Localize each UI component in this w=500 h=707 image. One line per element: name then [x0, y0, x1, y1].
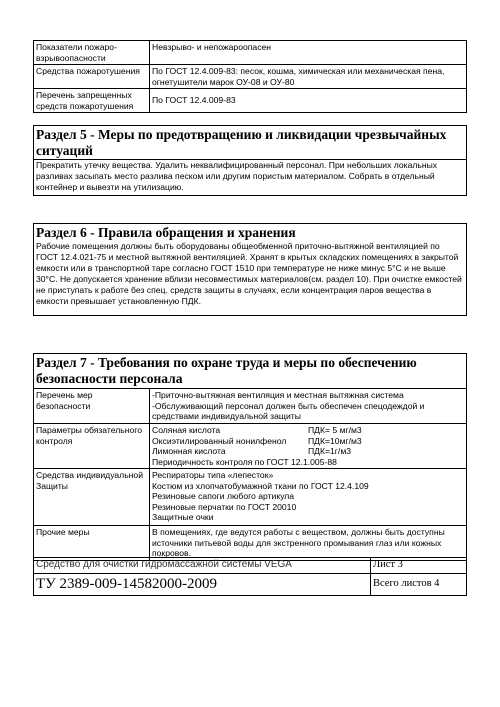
total-sheets: Всего листов 4: [371, 574, 467, 596]
substance-name: Лимонная кислота: [152, 446, 226, 456]
row-line: Костюм из хлопчатобумажной ткани по ГОСТ 12.4.109: [152, 480, 369, 491]
row-value: [150, 389, 467, 424]
control-item: [152, 446, 464, 457]
row-line: -Приточно-вытяжная вентиляция и местная вытяжная система: [152, 390, 404, 400]
row-value: [150, 526, 467, 561]
row-label: Перечень мер безопасности: [34, 389, 150, 424]
table-row: [34, 389, 467, 424]
section-7-header: [33, 353, 467, 389]
pdk-value: ПДК=10мг/м3: [308, 435, 362, 446]
sheet-number: Лист 3: [371, 558, 467, 574]
substance-name: Оксиэтилированный нонилфенол: [152, 435, 287, 446]
section-7-table: [33, 388, 467, 561]
footer-row: [34, 558, 467, 574]
row-line: Резиновые сапоги любого артикула: [152, 491, 295, 501]
tu-number: ТУ 2389-009-14582000-2009: [34, 574, 371, 596]
section-6-text: Рабочие помещения должны быть оборудованы общеобменной приточно-вытяжной вентиляцией по ГОСТ 12.4.021-75 и местной вытяжной вентиляцией. Хранят в крытых складских помещениях в закрытой емкости или в транспортной таре согласно ГОСТ 1510 при температуре не ниже минус 5°С и не выше 30°С. Не допускается хранение вблизи несовместимых материалов(см. раздел 10). При очистке емкостей не приступать к работе без спец. средств защиты в случаях, если концентрация паров вещества в емкости превышает установленную ПДК.: [36, 241, 462, 306]
section-5-title: Раздел 5 - Меры по предотвращению и ликвидации чрезвычайных ситуаций: [34, 126, 466, 160]
row-label: Прочие меры: [34, 526, 150, 561]
row-label: Параметры обязательного контроля: [34, 424, 150, 469]
section-5: [33, 125, 467, 196]
row-label: Средства пожаротушения: [34, 65, 150, 89]
row-line: В помещениях, где ведутся работы с веществом, должны быть доступны источники питьевой воды для экстренного промывания глаз или кожных покровов.: [152, 527, 445, 558]
row-label: Показатели пожаро-взрывоопасности: [34, 41, 150, 65]
section-6-title: Раздел 6 - Правила обращения и хранения: [36, 225, 296, 240]
row-line: Респираторы типа «лепесток»: [152, 470, 274, 480]
section-6: [33, 223, 467, 316]
row-value: Невзрыво- и непожароопасен: [150, 41, 467, 65]
row-line: Защитные очки: [152, 512, 214, 522]
row-value: [150, 469, 467, 526]
pdk-value: ПДК=1г/м3: [308, 446, 352, 456]
footer-stamp: [33, 557, 467, 596]
pdk-value: ПДК= 5 мг/м3: [308, 425, 362, 435]
row-line: Резиновые перчатки по ГОСТ 20010: [152, 501, 297, 512]
control-item: [152, 425, 464, 436]
row-value: По ГОСТ 12.4.009-83: песок, кошма, химическая или механическая пена, огнетушители марок ОУ-08 и ОУ-80: [150, 65, 467, 89]
table-row: [34, 65, 467, 89]
row-line: -Обслуживающий персонал должен быть обеспечен спецодеждой и средствами индивидуальной защиты: [152, 400, 425, 421]
product-name: Средство для очистки гидромассажной системы VEGA: [34, 558, 371, 574]
substance-name: Соляная кислота: [152, 425, 221, 435]
section-5-text: Прекратить утечку вещества. Удалить неквалифицированный персонал. При небольших локальных разливах засыпать место разлива песком или другим пористым материалом. Собрать в отдельный контейнер и вывезти на утилизацию.: [36, 160, 438, 192]
section-7-title: Раздел 7 - Требования по охране труда и меры по обеспечению безопасности персонала: [36, 355, 417, 386]
row-value: [150, 424, 467, 469]
table-row: [34, 526, 467, 561]
row-label: Перечень запрещенных средств пожаротушения: [34, 89, 150, 113]
row-label: Средства индивидуальной Защиты: [34, 469, 150, 526]
table-row: [34, 424, 467, 469]
table-row: [34, 89, 467, 113]
control-item: [152, 436, 464, 447]
footer-row: [34, 574, 467, 596]
table-row: [34, 41, 467, 65]
row-value: По ГОСТ 12.4.009-83: [150, 89, 467, 113]
control-periodicity: Периодичность контроля по ГОСТ 12.1.005-88: [152, 456, 337, 467]
table-row: [34, 469, 467, 526]
fire-safety-table: [33, 40, 467, 113]
